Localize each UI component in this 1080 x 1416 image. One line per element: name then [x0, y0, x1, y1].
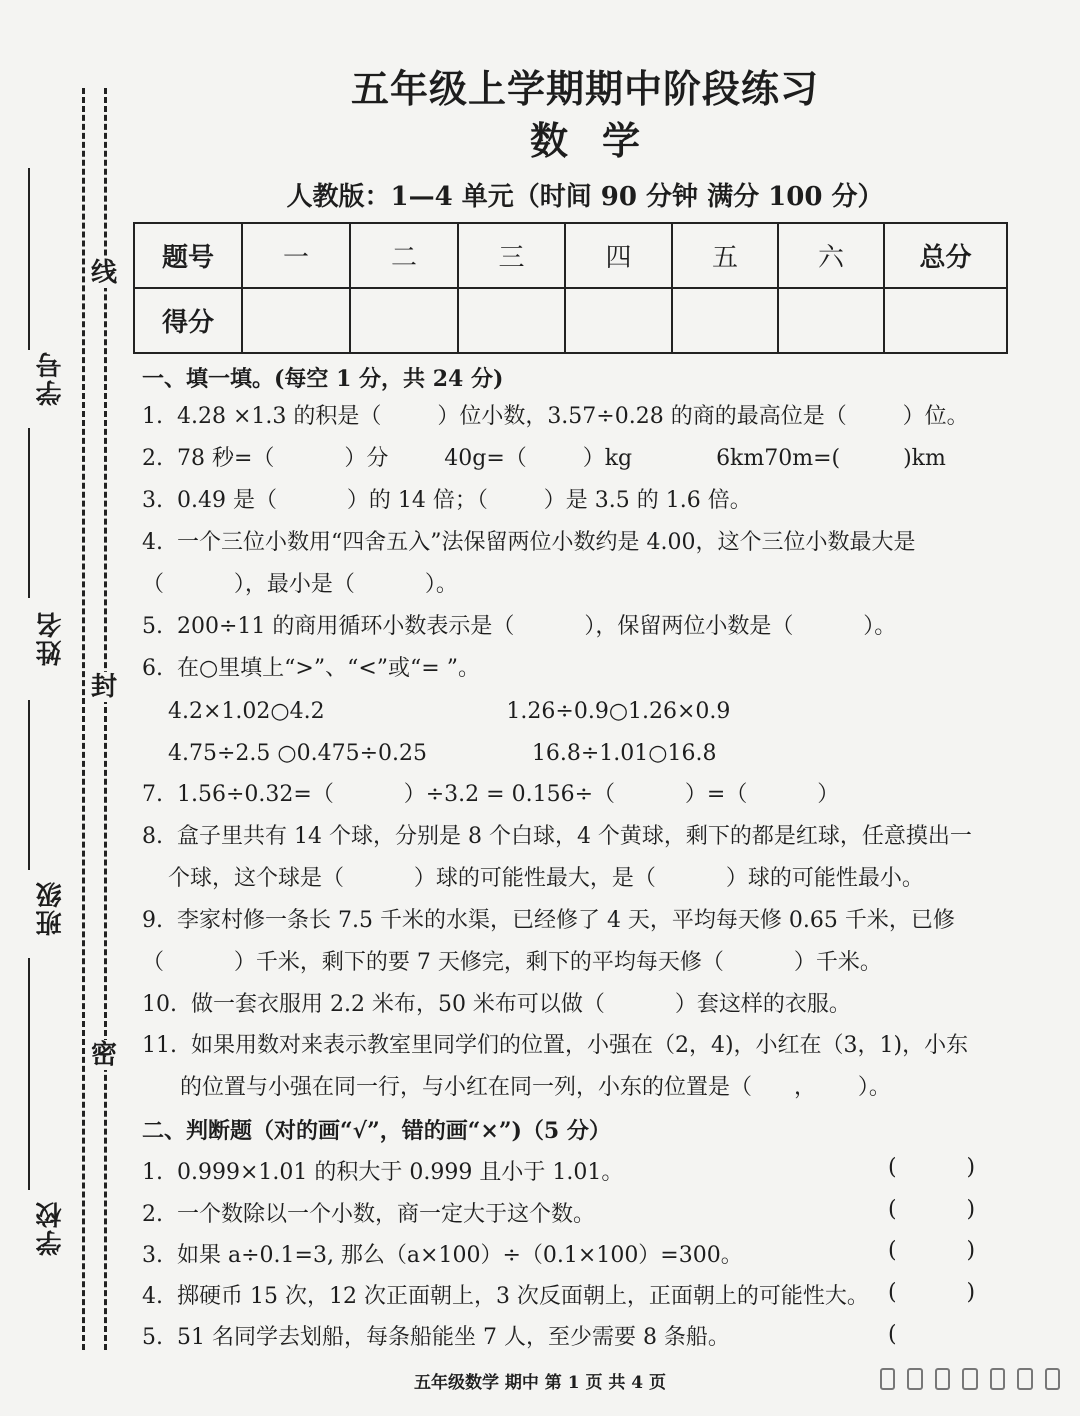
school-label: 学校 — [36, 1200, 66, 1256]
score-header-cell: 一 — [242, 223, 350, 288]
question-line: 5. 200÷11 的商用循环小数表示是（ ），保留两位小数是（ ）。 — [142, 614, 897, 639]
exam-subject: 数学 — [529, 118, 674, 163]
binding-dashed-line-outer — [82, 88, 85, 1350]
score-header-cell: 三 — [458, 223, 565, 288]
question-line: 的位置与小强在同一行，与小红在同一列，小东的位置是（ ， ）。 — [180, 1075, 891, 1100]
corner-mark — [935, 1368, 950, 1390]
corner-mark — [907, 1368, 922, 1390]
name-blank[interactable] — [28, 428, 30, 598]
judge-answer-bracket[interactable]: ( ) — [888, 1280, 976, 1305]
class-blank[interactable] — [28, 700, 30, 870]
score-header-cell: 二 — [350, 223, 458, 288]
question-line: 1. 4.28 ×1.3 的积是（ ）位小数，3.57÷0.28 的商的最高位是（ ）位。 — [142, 404, 969, 429]
corner-mark — [962, 1368, 977, 1390]
judge-item-text: 1. 0.999×1.01 的积大于 0.999 且小于 1.01。 — [142, 1160, 624, 1185]
score-header-cell: 总分 — [884, 223, 1007, 288]
score-cell[interactable] — [565, 288, 672, 353]
corner-mark — [880, 1368, 895, 1390]
score-cell[interactable] — [778, 288, 884, 353]
score-cell[interactable] — [458, 288, 565, 353]
score-cell[interactable] — [672, 288, 778, 353]
score-cell[interactable] — [242, 288, 350, 353]
section1-heading: 一、填一填。(每空 1 分，共 24 分) — [142, 366, 504, 392]
question-line: 4. 一个三位小数用“四舍五入”法保留两位小数约是 4.00，这个三位小数最大是 — [142, 530, 916, 555]
judge-item-text: 3. 如果 a÷0.1=3, 那么（a×100）÷（0.1×100）=300。 — [142, 1243, 743, 1268]
question-line: 11. 如果用数对来表示教室里同学们的位置，小强在（2，4)，小红在（3，1)，小东 — [142, 1033, 969, 1058]
question-line: 9. 李家村修一条长 7.5 千米的水渠，已经修了 4 天，平均每天修 0.65 千米，已修 — [142, 908, 955, 933]
corner-mark — [1017, 1368, 1032, 1390]
score-cell[interactable] — [884, 288, 1007, 353]
question-line: （ ）千米，剩下的要 7 天修完，剩下的平均每天修（ ）千米。 — [142, 950, 882, 975]
question-line: 7. 1.56÷0.32=（ ）÷3.2 = 0.156÷（ ）=（ ） — [142, 782, 840, 807]
corner-mark — [1045, 1368, 1060, 1390]
student-id-blank[interactable] — [28, 168, 30, 350]
corner-mark — [990, 1368, 1005, 1390]
score-header-cell: 六 — [778, 223, 884, 288]
judge-item-text: 2. 一个数除以一个小数，商一定大于这个数。 — [142, 1202, 595, 1227]
question-line: 个球，这个球是（ ）球的可能性最大，是（ ）球的可能性最小。 — [168, 866, 924, 891]
exam-info: 人教版：1—4 单元（时间 90 分钟 满分 100 分） — [286, 182, 884, 212]
judge-item-text: 5. 51 名同学去划船，每条船能坐 7 人，至少需要 8 条船。 — [142, 1325, 730, 1350]
question-line: 2. 78 秒=（ ）分 40g=（ ）kg 6km70m=( )km — [142, 446, 946, 471]
binding-word-seal: 封 — [86, 672, 122, 702]
judge-answer-bracket[interactable]: ( ) — [888, 1155, 976, 1180]
question-line: 8. 盒子里共有 14 个球，分别是 8 个白球，4 个黄球，剩下的都是红球，任意摸出一 — [142, 824, 972, 849]
student-id-label: 学号 — [36, 350, 66, 406]
school-blank[interactable] — [28, 958, 30, 1190]
page-corner-marks — [880, 1368, 1060, 1392]
score-row-label: 得分 — [134, 288, 242, 353]
exam-title: 五年级上学期期中阶段练习 — [350, 66, 819, 111]
binding-word-secret: 密 — [86, 1040, 122, 1070]
school-field — [32, 1200, 66, 1256]
question-line: 4.75÷2.5 ○0.475÷0.25 16.8÷1.01○16.8 — [168, 741, 717, 766]
section2-heading: 二、判断题（对的画“√”，错的画“×”)（5 分） — [142, 1118, 611, 1144]
score-table — [133, 222, 1008, 354]
question-line: （ ），最小是（ ）。 — [142, 572, 458, 597]
question-line: 10. 做一套衣服用 2.2 米布，50 米布可以做（ ）套这样的衣服。 — [142, 992, 851, 1017]
judge-item-text: 4. 掷硬币 15 次，12 次正面朝上，3 次反面朝上，正面朝上的可能性大。 — [142, 1284, 869, 1309]
score-table-score-row — [134, 288, 1007, 353]
score-header-cell: 四 — [565, 223, 672, 288]
judge-answer-bracket[interactable]: ( — [888, 1322, 897, 1347]
name-label: 姓名 — [36, 610, 66, 666]
binding-word-line: 线 — [86, 258, 122, 288]
name-field — [32, 610, 66, 666]
class-field — [32, 880, 66, 936]
score-table-header-row — [134, 223, 1007, 288]
question-line: 3. 0.49 是（ ）的 14 倍；（ ）是 3.5 的 1.6 倍。 — [142, 488, 752, 513]
student-id-field — [32, 350, 66, 406]
score-header-cell: 题号 — [134, 223, 242, 288]
judge-answer-bracket[interactable]: ( ) — [888, 1197, 976, 1222]
score-cell[interactable] — [350, 288, 458, 353]
page-footer: 五年级数学 期中 第 1 页 共 4 页 — [413, 1373, 667, 1393]
class-label: 班级 — [36, 880, 66, 936]
score-header-cell: 五 — [672, 223, 778, 288]
judge-answer-bracket[interactable]: ( ) — [888, 1238, 976, 1263]
question-line: 4.2×1.02○4.2 1.26÷0.9○1.26×0.9 — [168, 699, 731, 724]
question-line: 6. 在○里填上“>”、“<”或“= ”。 — [142, 656, 480, 681]
